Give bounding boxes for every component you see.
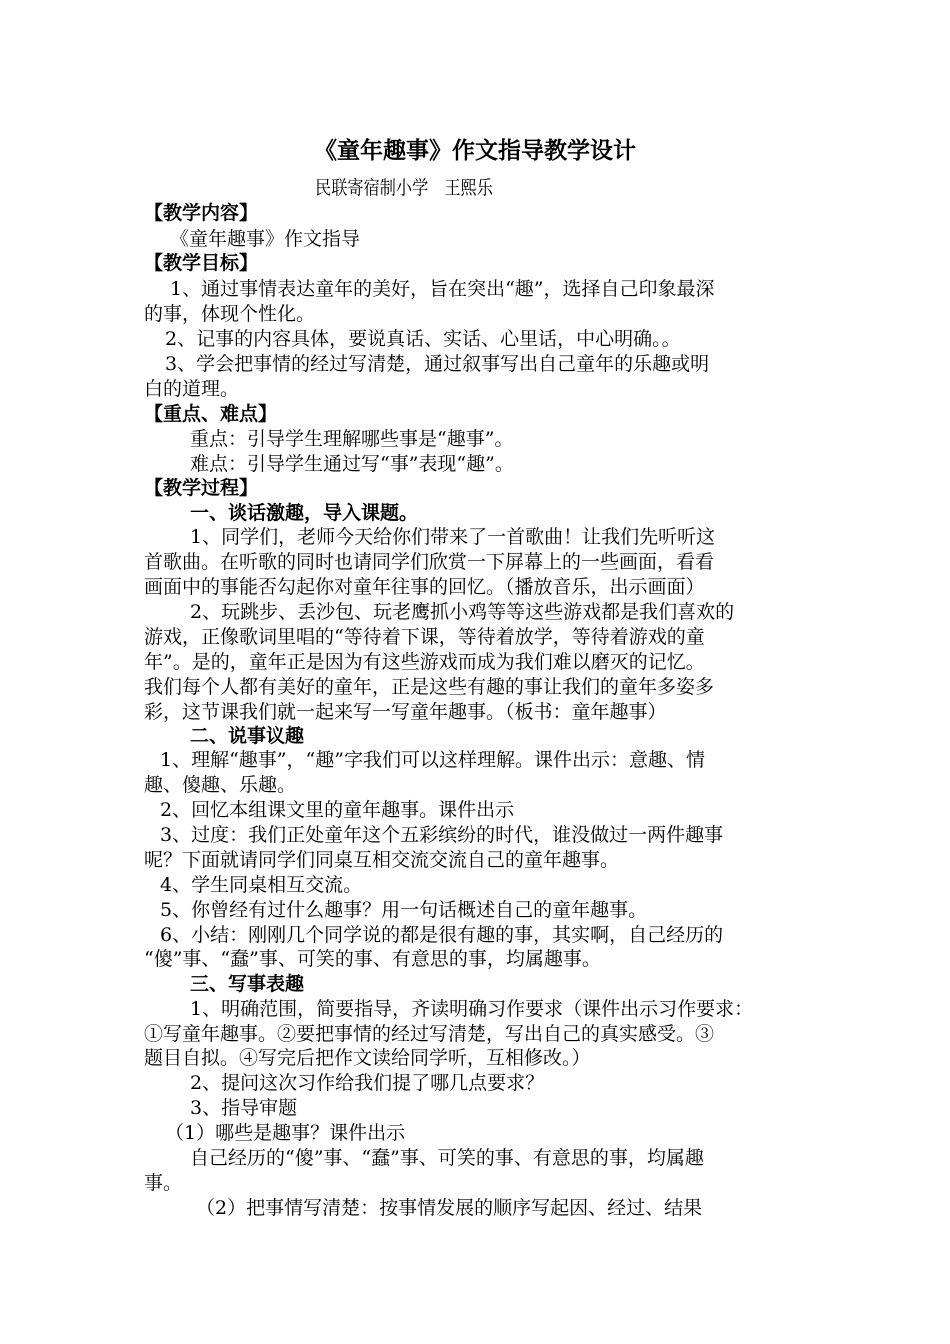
subsection-heading: 三、写事表趣 (190, 973, 305, 995)
body-line: 1、理解“趣事”，“趣”字我们可以这样理解。课件出示：意趣、情 (160, 749, 705, 771)
body-line: 5、你曾经有过什么趣事？用一句话概述自己的童年趣事。 (160, 899, 648, 921)
body-line: 彩，这节课我们就一起来写一写童年趣事。（板书：童年趣事） (144, 701, 667, 723)
body-line: 趣、傻趣、乐趣。 (144, 774, 297, 796)
body-line: 题目自拟。④写完后把作文读给同学听，互相修改。） (144, 1047, 591, 1069)
body-line: 首歌曲。在听歌的同时也请同学们欣赏一下屏幕上的一些画面，看看 (144, 551, 715, 573)
body-line: ①写童年趣事。②要把事情的经过写清楚，写出自己的真实感受。③ (144, 1023, 715, 1045)
section-heading: 【教学目标】 (144, 252, 259, 274)
body-line: 年”。是的，童年正是因为有这些游戏而成为我们难以磨灭的记忆。 (144, 651, 705, 673)
body-line: 游戏，正像歌词里唱的“等待着下课，等待着放学，等待着游戏的童 (144, 626, 705, 648)
body-line: 我们每个人都有美好的童年，正是这些有趣的事让我们的童年多姿多 (144, 676, 715, 698)
body-line: 1、明确范围，简要指导，齐读明确习作要求（课件出示习作要求： (190, 998, 754, 1020)
body-line: 1、同学们，老师今天给你们带来了一首歌曲！让我们先听听这 (190, 526, 716, 548)
body-line: “傻”事、“蠢”事、可笑的事、有意思的事，均属趣事。 (144, 948, 601, 970)
body-line: 3、学会把事情的经过写清楚，通过叙事写出自己童年的乐趣或明 (165, 353, 710, 375)
body-line: 白的道理。 (144, 378, 240, 400)
body-line: 的事，体现个性化。 (144, 303, 316, 325)
body-line: 1、通过事情表达童年的美好，旨在突出“趣”，选择自己印象最深 (170, 278, 715, 300)
section-heading: 【重点、难点】 (144, 403, 278, 425)
subsection-heading: 一、谈话激趣，导入课题。 (190, 502, 419, 524)
body-line: （2）把事情写清楚：按事情发展的顺序写起因、经过、结果 (196, 1197, 703, 1219)
body-line: 2、记事的内容具体，要说真话、实话、心里话，中心明确。。 (165, 328, 681, 350)
body-line: 难点：引导学生通过写“事”表现“趣”。 (190, 453, 514, 475)
body-line: 《童年趣事》作文指导 (170, 228, 361, 250)
section-heading: 【教学过程】 (144, 477, 259, 499)
body-line: 2、提问这次习作给我们提了哪几点要求？ (190, 1072, 545, 1094)
body-line: （1）哪些是趣事？课件出示 (165, 1122, 406, 1144)
body-line: 3、指导审题 (190, 1097, 298, 1119)
body-line: 重点：引导学生理解哪些事是“趣事”。 (190, 428, 514, 450)
body-line: 4、学生同桌相互交流。 (160, 874, 363, 896)
body-line: 呢？下面就请同学们同桌互相交流交流自己的童年趣事。 (144, 849, 620, 871)
body-line: 自己经历的“傻”事、“蠢”事、可笑的事、有意思的事，均属趣 (190, 1147, 704, 1169)
body-line: 3、过度：我们正处童年这个五彩缤纷的时代，谁没做过一两件趣事 (160, 824, 724, 846)
document-title: 《童年趣事》作文指导教学设计 (314, 137, 636, 164)
body-line: 事。 (144, 1172, 183, 1194)
author-line: 民联寄宿制小学 王熙乐 (315, 177, 493, 199)
body-line: 2、回忆本组课文里的童年趣事。课件出示 (160, 799, 515, 821)
section-heading: 【教学内容】 (144, 202, 259, 224)
subsection-heading: 二、说事议趣 (190, 725, 305, 747)
body-line: 6、小结：刚刚几个同学说的都是很有趣的事，其实啊，自己经历的 (160, 924, 724, 946)
body-line: 画面中的事能否勾起你对童年往事的回忆。（播放音乐，出示画面） (144, 576, 705, 598)
body-line: 2、玩跳步、丢沙包、玩老鹰抓小鸡等等这些游戏都是我们喜欢的 (190, 601, 735, 623)
